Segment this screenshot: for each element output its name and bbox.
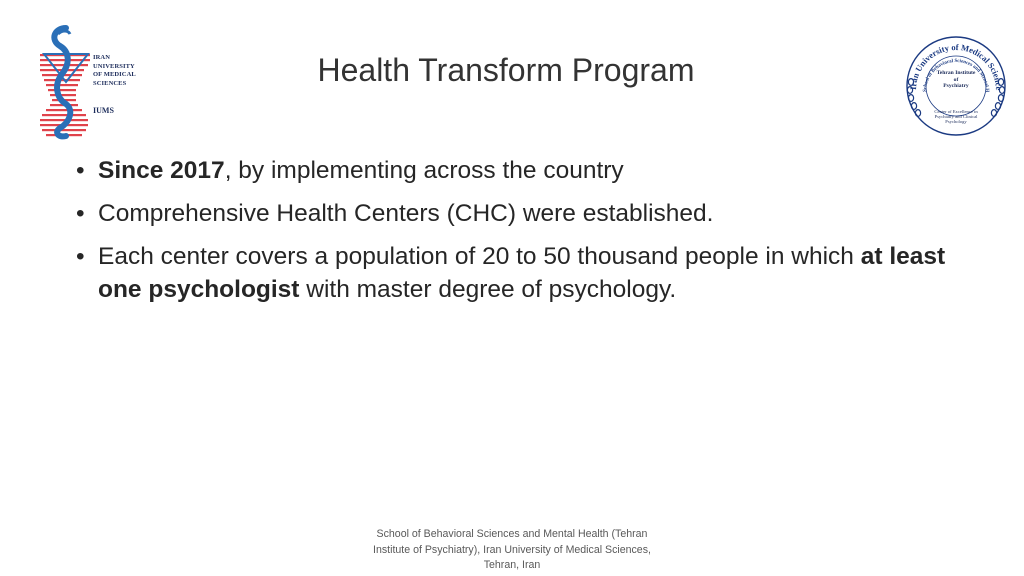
seal-center-line: of (953, 76, 959, 83)
footer-line: Institute of Psychiatry), Iran University of Medical Sciences, (373, 543, 651, 556)
bullet-bold-text: Since 2017 (98, 157, 225, 184)
bullet-bold-text: at least one psychologist (98, 243, 946, 303)
bullet-text: Comprehensive Health Centers (CHC) were established. (98, 200, 714, 227)
iums-line: IRAN (93, 54, 111, 61)
seal-ring-text: Iran University of Medical Science (907, 41, 1005, 91)
seal-ring-subtext: School of Behavioral Sciences and Mental H (922, 58, 990, 93)
institute-seal-logo (900, 28, 1012, 140)
seal-bottom-line: Psychiatry and Clinical Psychology (934, 114, 978, 125)
footer-text (352, 527, 672, 574)
bullet-text: Each center covers a population of 20 to 50 thousand people in which (98, 243, 861, 270)
bullet-item (74, 240, 974, 306)
seal-center-line: Tehran Institute (936, 70, 976, 76)
iums-line: OF MEDICAL (93, 71, 136, 79)
bullet-text: with master degree of psychology. (299, 276, 677, 303)
iums-line: SCIENCES (93, 79, 127, 87)
seal-center-text (928, 70, 984, 90)
footer-line: Tehran, Iran (483, 559, 541, 571)
seal-bottom-text (926, 109, 986, 125)
seal-bottom-line: Center of Excellence in (934, 109, 978, 114)
bullet-item (74, 154, 974, 187)
page-title: Health Transform Program (317, 52, 695, 88)
iums-line: UNIVERSITY (93, 62, 135, 70)
bullet-list (74, 154, 974, 316)
seal-center-line: Psychiatry (943, 83, 969, 90)
iums-abbr: IUMS (93, 106, 114, 115)
footer-line: School of Behavioral Sciences and Mental Health (Tehran (376, 528, 648, 540)
bullet-item (74, 197, 974, 230)
bullet-text: , by implementing across the country (224, 157, 624, 184)
